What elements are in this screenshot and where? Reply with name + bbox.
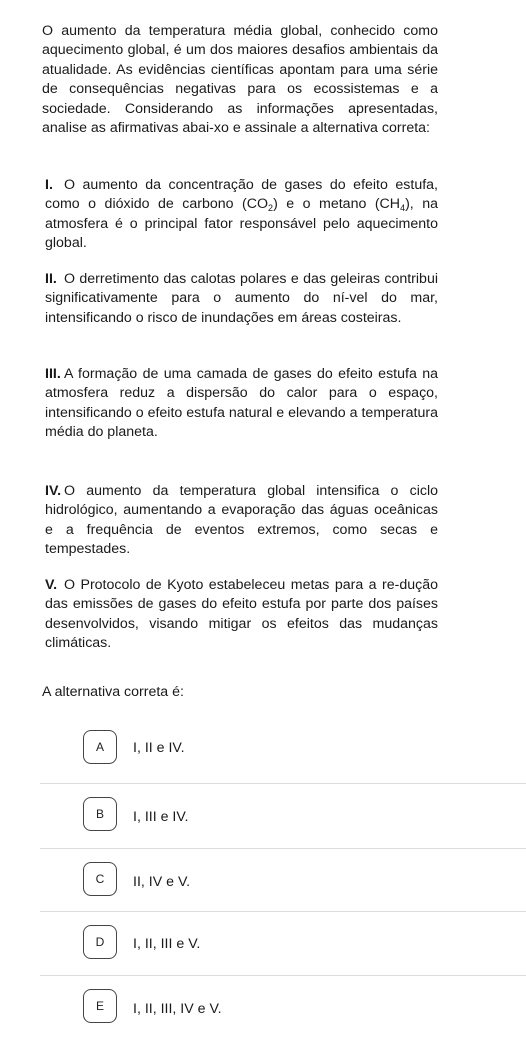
statement-text: O derretimento das calotas polares e das geleiras contribui significativamente para o aumento do ní-vel do mar, intensificando o risco de inundações em áreas costeiras. [45,271,438,326]
option-text: I, II, III e V. [133,936,201,952]
option-e[interactable] [0,975,526,1039]
statement-text: O aumento da temperatura global intensifica o ciclo hidrológico, aumentando a evaporação das águas oceânicas e a frequência de eventos extremos, como secas e tempestades. [45,483,438,558]
statement-5 [45,576,438,654]
statement-number: II. [45,271,57,287]
statement-4 [45,482,438,560]
option-c[interactable] [0,848,526,912]
option-a[interactable] [0,718,526,782]
option-letter-box[interactable]: A [83,730,117,764]
statement-text: O aumento da concentração de gases do efeito estufa, como o dióxido de carbono $(CO_2)$ e o metano $(CH_4)$, na atmosfera é o principal fator responsável pelo aquecimento global. [45,177,439,252]
statement-number: IV. [45,483,62,499]
statement-1 [45,176,438,254]
option-text: I, II, III, IV e V. [133,1001,222,1017]
statement-number: III. [45,366,61,382]
option-letter-box[interactable]: E [83,989,117,1023]
option-letter-box[interactable]: C [83,862,117,896]
option-text: I, III e IV. [133,809,189,825]
question-prompt: A alternativa correta é: [42,684,184,700]
option-d[interactable] [0,911,526,975]
option-text: I, II e IV. [133,740,185,756]
option-letter-box[interactable]: B [83,797,117,831]
option-b[interactable] [0,783,526,847]
statement-text: O Protocolo de Kyoto estabeleceu metas para a re-dução das emissões de gases do efeito estufa por parte dos países desenvolvidos, visando mitigar os efeitos das mudanças climáticas. [45,577,438,652]
statement-3 [45,365,438,443]
statement-number: V. [45,577,58,593]
option-text: II, IV e V. [133,874,191,890]
question-intro: O aumento da temperatura média global, conhecido como aquecimento global, é um dos maiores desafios ambientais da atualidade. As evidências científicas apontam para uma série de consequências negativas para os ecossistemas e a sociedade. Considerando as informações apresentadas, analise as afirmativas abai-xo e assinale a alternativa correta: [42,23,438,137]
statement-2 [45,270,438,328]
statement-text: A formação de uma camada de gases do efeito estufa na atmosfera reduz a dispersão do calor para o espaço, intensificando o efeito estufa natural e elevando a temperatura média do planeta. [45,366,438,441]
statement-number: I. [45,177,53,193]
option-letter-box[interactable]: D [83,925,117,959]
